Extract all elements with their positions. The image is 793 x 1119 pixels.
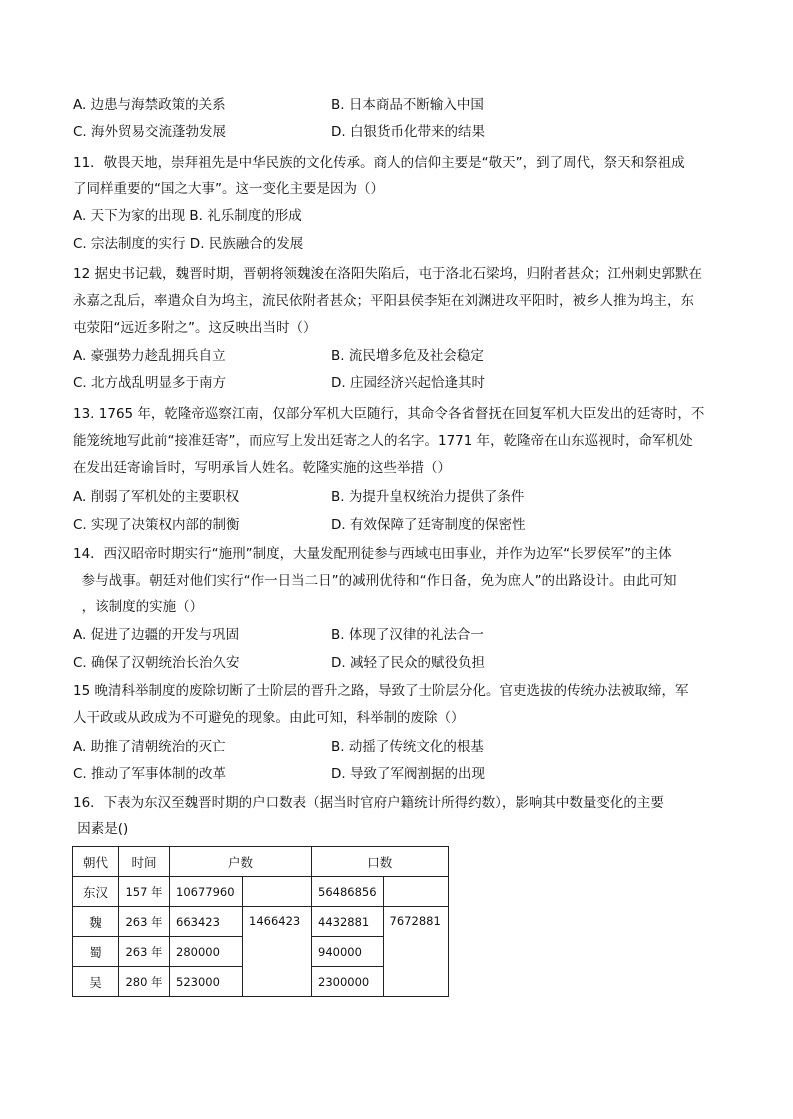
q13-stem-line-3: 在发出廷寄谕旨时，写明承旨人姓名。乾隆实施的这些举措（） [73,460,451,476]
q14-stem-line-3: ，该制度的实施（） [73,599,204,615]
q12-stem-line-2: 永嘉之乱后，率遣众自为坞主，流民依附者甚众；平阳县侯李矩在刘渊进攻平阳时，被乡人推为坞主，东 [73,293,694,309]
q13-option-c[interactable]: C. 实现了决策权内部的制衡 [73,517,240,533]
cell-population: 4432881 [312,907,384,937]
table-row [73,877,449,907]
q15-option-a[interactable]: A. 助推了清朝统治的灭亡 [73,739,226,755]
q12-option-d[interactable]: D. 庄园经济兴起恰逢其时 [331,375,485,391]
cell-households: 280000 [170,937,243,967]
q13-stem-line-1: 13. 1765 年，乾隆帝巡察江南，仅部分军机大臣随行，其命令各省督抚在回复军机大臣发出的廷寄时，不 [73,406,705,422]
q11-options-line-2[interactable]: C. 宗法制度的实行 D. 民族融合的发展 [73,236,304,252]
cell-households: 10677960 [170,877,243,907]
q10-option-a[interactable]: A. 边患与海禁政策的关系 [73,97,226,113]
q14-option-d[interactable]: D. 减轻了民众的赋役负担 [331,655,485,671]
cell-population: 2300000 [312,967,384,997]
q14-stem-line-1: 14．西汉昭帝时期实行“施刑”制度，大量发配刑徒参与西域屯田事业，并作为边军“长罗侯军”的主体 [73,546,672,562]
q13-option-d[interactable]: D. 有效保障了廷寄制度的保密性 [331,517,526,533]
q11-stem-line-2: 了同样重要的“国之大事”。这一变化主要是因为（） [73,181,384,197]
q16-stem-line-2: 因素是() [73,821,129,837]
q12-option-a[interactable]: A. 豪强势力趁乱拥兵自立 [73,348,226,364]
q15-option-c[interactable]: C. 推动了军事体制的改革 [73,766,227,782]
population-table [72,846,449,997]
header-population: 口数 [312,847,449,877]
q16-stem-line-1: 16．下表为东汉至魏晋时期的户口数表（据当时官府户籍统计所得约数），影响其中数量变化的主要 [73,795,664,811]
q15-option-b[interactable]: B. 动摇了传统文化的根基 [331,739,484,755]
table-row [73,907,449,937]
cell-population: 56486856 [312,877,384,907]
cell-population: 940000 [312,937,384,967]
q15-option-d[interactable]: D. 导致了军阀割据的出现 [331,766,485,782]
q12-option-b[interactable]: B. 流民增多危及社会稳定 [331,348,484,364]
q14-option-a[interactable]: A. 促进了边疆的开发与巩固 [73,627,240,643]
q12-option-c[interactable]: C. 北方战乱明显多于南方 [73,375,227,391]
cell-households-total: 1466423 [243,907,312,997]
cell-time: 280 年 [119,967,170,997]
cell-population-total: 7672881 [383,907,448,997]
q14-option-c[interactable]: C. 确保了汉朝统治长治久安 [73,655,240,671]
q11-stem-line-1: 11．敬畏天地，崇拜祖先是中华民族的文化传承。商人的信仰主要是“敬天”，到了周代，祭天和祭祖成 [73,155,685,171]
q11-options-line-1[interactable]: A. 天下为家的出现 B. 礼乐制度的形成 [73,208,302,224]
header-dynasty: 朝代 [73,847,119,877]
q10-option-c[interactable]: C. 海外贸易交流蓬勃发展 [73,124,227,140]
cell-population-total [383,877,448,907]
cell-households: 523000 [170,967,243,997]
cell-time: 157 年 [119,877,170,907]
cell-dynasty: 蜀 [73,937,119,967]
cell-dynasty: 魏 [73,907,119,937]
q14-stem-line-2: 参与战事。朝廷对他们实行“作一日当二日”的减刑优待和“作日备，免为庶人”的出路设计。由此可知 [73,573,677,589]
cell-dynasty: 东汉 [73,877,119,907]
table-header-row [73,847,449,877]
q12-stem-line-1: 12 据史书记载，魏晋时期，晋朝将领魏浚在洛阳失陷后，屯于洛北石梁坞，归附者甚众；江州刺史郭默在 [73,266,702,282]
cell-time: 263 年 [119,907,170,937]
cell-households: 663423 [170,907,243,937]
q15-stem-line-2: 人干政或从政成为不可避免的现象。由此可知，科举制的废除（） [73,710,465,726]
q10-option-b[interactable]: B. 日本商品不断输入中国 [331,97,484,113]
header-households: 户数 [170,847,312,877]
q13-option-a[interactable]: A. 削弱了军机处的主要职权 [73,489,240,505]
cell-time: 263 年 [119,937,170,967]
cell-households-total [243,877,312,907]
q13-stem-line-2: 能笼统地写此前“接准廷寄”，而应写上发出廷寄之人的名字。1771 年，乾隆帝在山东巡视时，命军机处 [73,433,693,449]
q14-option-b[interactable]: B. 体现了汉律的礼法合一 [331,627,484,643]
header-time: 时间 [119,847,170,877]
q12-stem-line-3: 屯荥阳“远近多附之”。这反映出当时（） [73,320,317,336]
q10-option-d[interactable]: D. 白银货币化带来的结果 [331,124,485,140]
q13-option-b[interactable]: B. 为提升皇权统治力提供了条件 [331,489,525,505]
q15-stem-line-1: 15 晚清科举制度的废除切断了士阶层的晋升之路，导致了士阶层分化。官吏选拔的传统办法被取缔，军 [73,683,689,699]
cell-dynasty: 吴 [73,967,119,997]
